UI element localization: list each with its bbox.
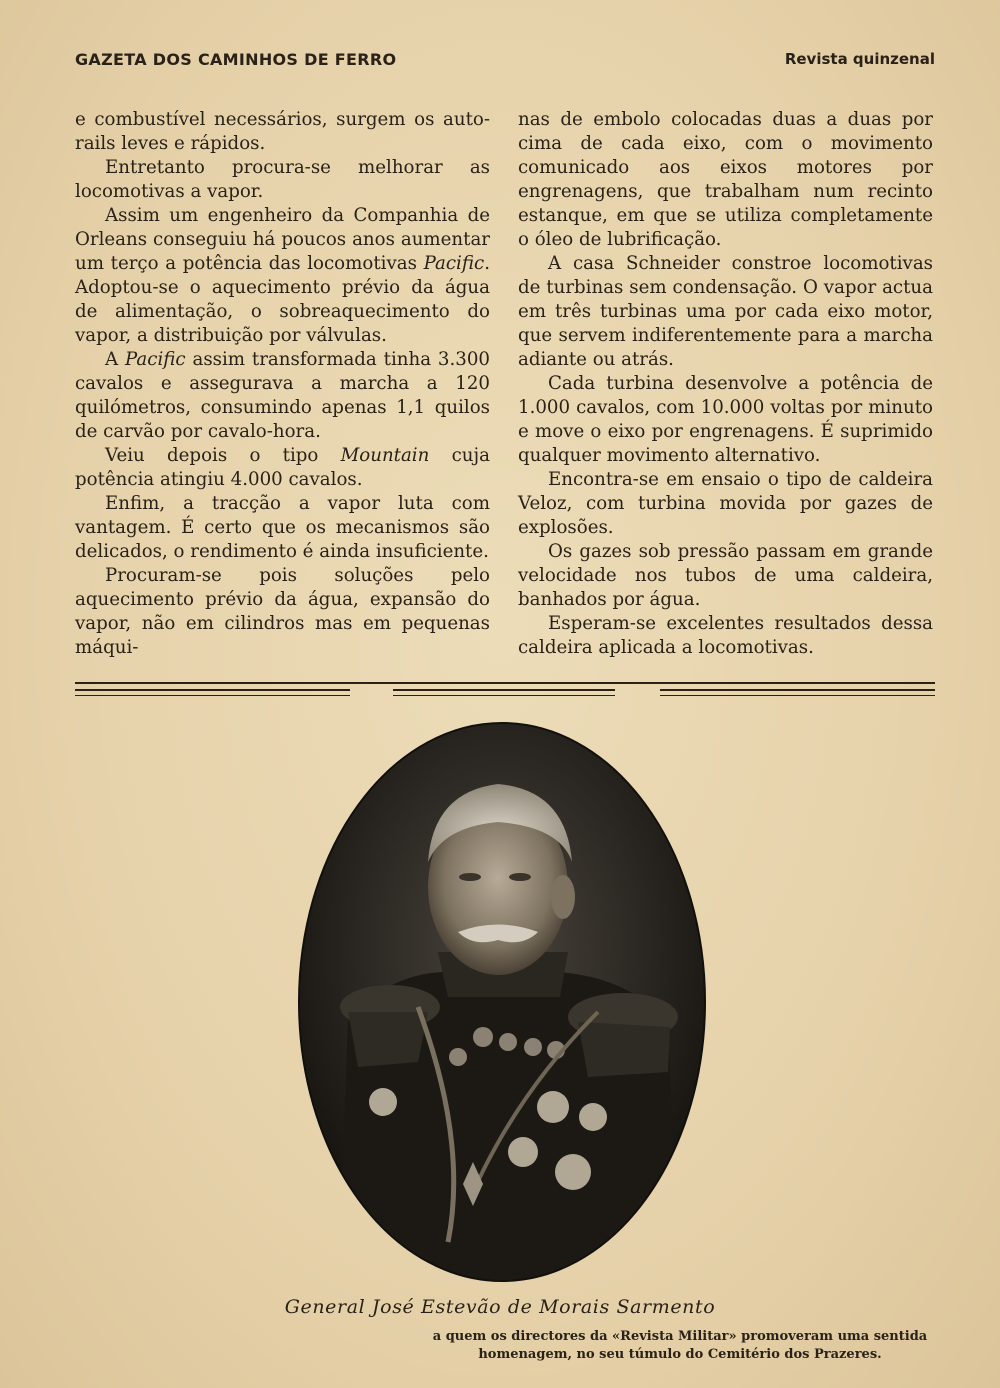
paragraph: A Pacific assim transformada tinha 3.300 cavalos e assegurava a marcha a 120 quilómetros, consumindo apenas 1,1 quilos de carvão por cavalo-hora. xyxy=(75,349,490,442)
paragraph: Entretanto procura-se melhorar as locomotivas a vapor. xyxy=(75,157,490,202)
section-divider xyxy=(75,678,935,698)
photo-caption: General José Estevão de Morais Sarmento xyxy=(284,1296,716,1318)
subcaption-line: a quem os directores da «Revista Militar» promoveram uma sentida xyxy=(432,1329,928,1344)
right-column xyxy=(518,108,933,660)
left-column xyxy=(75,108,490,660)
subcaption-line: homenagem, no seu túmulo do Cemitério dos Prazeres. xyxy=(478,1347,882,1362)
paragraph: Esperam-se excelentes resultados dessa caldeira aplicada a locomotivas. xyxy=(518,613,933,658)
divider-line xyxy=(75,682,935,684)
paragraph: Enfim, a tracção a vapor luta com vantagem. É certo que os mecanismos são delicados, o rendimento é ainda insuficiente. xyxy=(75,493,490,562)
running-head xyxy=(75,50,935,74)
paragraph: Procuram-se pois soluções pelo aquecimento prévio da água, expansão do vapor, não em cilindros mas em pequenas máqui- xyxy=(75,565,490,658)
paragraph: Os gazes sob pressão passam em grande velocidade nos tubos de uma caldeira, banhados por água. xyxy=(518,541,933,610)
divider-segment xyxy=(393,689,615,696)
paragraph: e combustível necessários, surgem os auto-rails leves e rápidos. xyxy=(75,109,490,154)
paragraph: Veiu depois o tipo Mountain cuja potência atingiu 4.000 cavalos. xyxy=(75,445,490,490)
paragraph: Assim um engenheiro da Companhia de Orleans conseguiu há poucos anos aumentar um terço a potência das locomotivas Pacific. Adoptou-se o aquecimento prévio da água de alimentação, o sobreaquecimento do vapor, a distribuição por válvulas. xyxy=(75,205,490,346)
divider-segment xyxy=(660,689,935,696)
divider-segment xyxy=(75,689,350,696)
publication-title: GAZETA DOS CAMINHOS DE FERRO xyxy=(75,50,397,69)
paragraph: Cada turbina desenvolve a potência de 1.000 cavalos, com 10.000 voltas por minuto e move o eixo por engrenagens. É suprimido qualquer movimento alternativo. xyxy=(518,373,933,466)
portrait-photo xyxy=(298,722,706,1282)
photo-subcaption xyxy=(400,1328,960,1364)
article-columns xyxy=(75,108,935,668)
publication-subtitle: Revista quinzenal xyxy=(784,50,935,68)
paragraph: A casa Schneider constroe locomotivas de turbinas sem condensação. O vapor actua em três turbinas uma por cada eixo motor, que servem indiferentemente para a marcha adiante ou atrás. xyxy=(518,253,933,370)
paragraph: Encontra-se em ensaio o tipo de caldeira Veloz, com turbina movida por gazes de explosões. xyxy=(518,469,933,538)
paragraph: nas de embolo colocadas duas a duas por cima de cada eixo, com o movimento comunicado aos eixos motores por engrenagens, que trabalham num recinto estanque, em que se utiliza completamente o óleo de lubrificação. xyxy=(518,109,933,250)
